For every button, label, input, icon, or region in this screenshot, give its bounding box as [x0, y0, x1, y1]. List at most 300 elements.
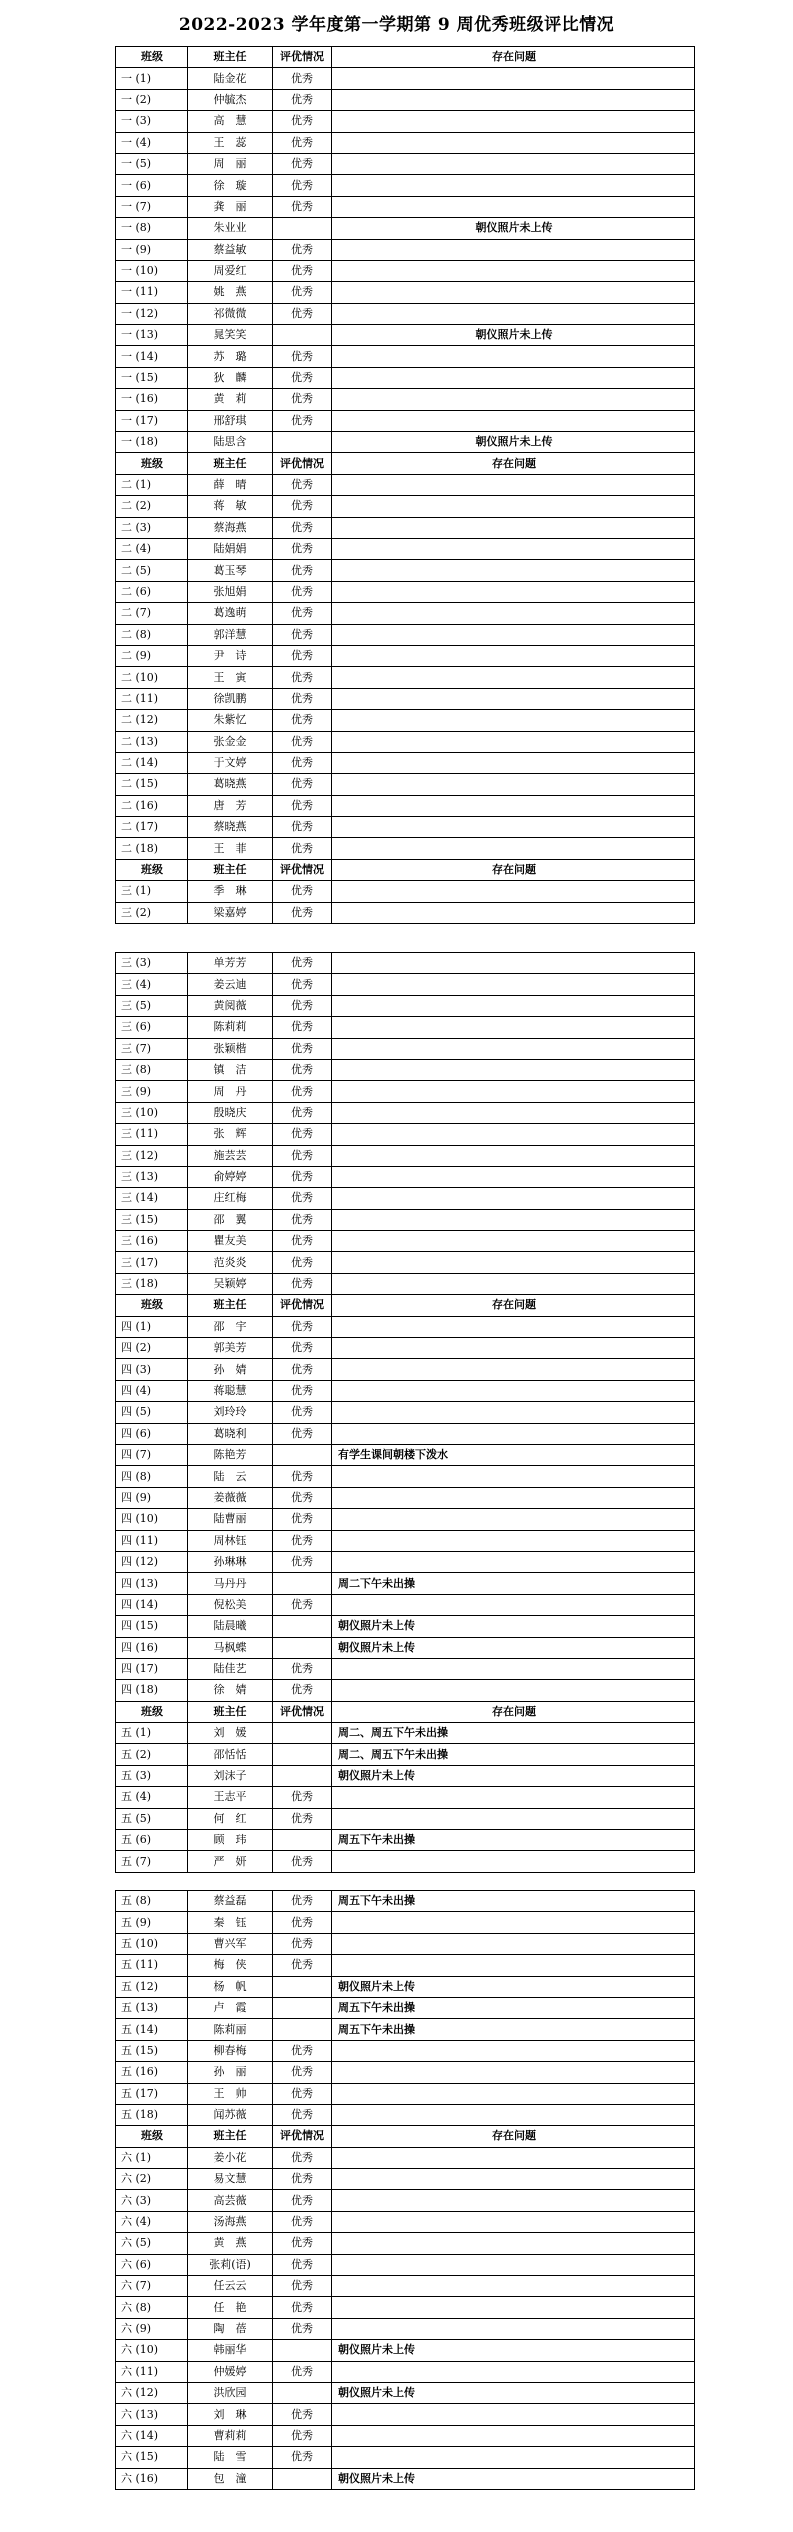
class-cell: 三 (16) [116, 1231, 188, 1252]
rating-cell: 优秀 [273, 688, 332, 709]
table-row [116, 624, 695, 645]
table-row [116, 2019, 695, 2040]
rating-cell: 优秀 [273, 1851, 332, 1872]
issue-cell [332, 474, 695, 495]
rating-cell: 优秀 [273, 881, 332, 902]
issue-cell [332, 1787, 695, 1808]
rating-cell: 优秀 [273, 731, 332, 752]
rating-cell: 优秀 [273, 1509, 332, 1530]
class-cell: 四 (8) [116, 1466, 188, 1487]
issue-cell [332, 1851, 695, 1872]
teacher-cell: 陈艳芳 [188, 1444, 273, 1465]
table-row [116, 89, 695, 110]
issue-cell: 周二下午未出操 [332, 1573, 695, 1594]
table-row [116, 218, 695, 239]
issue-cell [332, 2211, 695, 2232]
teacher-cell: 薛 晴 [188, 474, 273, 495]
rating-cell: 优秀 [273, 2318, 332, 2339]
issue-cell [332, 1017, 695, 1038]
issue-cell [332, 2147, 695, 2168]
teacher-cell: 苏 璐 [188, 346, 273, 367]
table-row [116, 2062, 695, 2083]
table-header-row [116, 453, 695, 474]
rating-cell: 优秀 [273, 838, 332, 859]
rating-cell: 优秀 [273, 2447, 332, 2468]
header-teacher: 班主任 [188, 47, 273, 68]
issue-cell [332, 645, 695, 666]
class-cell: 一 (18) [116, 432, 188, 453]
issue-cell [332, 2254, 695, 2275]
issue-cell [332, 1658, 695, 1679]
rating-cell [273, 218, 332, 239]
teacher-cell: 于文婷 [188, 752, 273, 773]
rating-cell: 优秀 [273, 175, 332, 196]
teacher-cell: 孙琳琳 [188, 1551, 273, 1572]
table-row [116, 1359, 695, 1380]
class-cell: 六 (14) [116, 2425, 188, 2446]
table-row [116, 1851, 695, 1872]
teacher-cell: 陆金花 [188, 68, 273, 89]
teacher-cell: 梅 侠 [188, 1955, 273, 1976]
issue-cell [332, 974, 695, 995]
rating-cell: 优秀 [273, 902, 332, 923]
table-row [116, 1209, 695, 1230]
class-cell: 五 (3) [116, 1765, 188, 1786]
class-cell: 五 (7) [116, 1851, 188, 1872]
issue-cell [332, 282, 695, 303]
issue-cell [332, 2276, 695, 2297]
class-cell: 二 (9) [116, 645, 188, 666]
issue-cell [332, 1124, 695, 1145]
issue-cell [332, 953, 695, 974]
class-cell: 六 (16) [116, 2468, 188, 2489]
rating-cell: 优秀 [273, 68, 332, 89]
issue-cell [332, 1808, 695, 1829]
class-cell: 四 (7) [116, 1444, 188, 1465]
teacher-cell: 王 蕊 [188, 132, 273, 153]
issue-cell [332, 752, 695, 773]
teacher-cell: 徐 婧 [188, 1680, 273, 1701]
table-row [116, 1402, 695, 1423]
header-rating: 评优情况 [273, 47, 332, 68]
teacher-cell: 王 菲 [188, 838, 273, 859]
class-cell: 三 (11) [116, 1124, 188, 1145]
teacher-cell: 镇 洁 [188, 1059, 273, 1080]
table-row [116, 2318, 695, 2339]
teacher-cell: 马枫蝶 [188, 1637, 273, 1658]
teacher-cell: 韩丽华 [188, 2340, 273, 2361]
class-cell: 四 (18) [116, 1680, 188, 1701]
issue-cell [332, 2104, 695, 2125]
class-cell: 四 (2) [116, 1338, 188, 1359]
rating-cell: 优秀 [273, 1273, 332, 1294]
rating-cell: 优秀 [273, 710, 332, 731]
teacher-cell: 周 丹 [188, 1081, 273, 1102]
issue-cell [332, 2318, 695, 2339]
table-row [116, 838, 695, 859]
class-cell: 三 (4) [116, 974, 188, 995]
issue-cell: 朝仪照片未上传 [332, 325, 695, 346]
issue-cell [332, 2083, 695, 2104]
rating-cell: 优秀 [273, 1530, 332, 1551]
issue-cell [332, 667, 695, 688]
rating-cell: 优秀 [273, 1038, 332, 1059]
table-row [116, 1787, 695, 1808]
table-row [116, 1316, 695, 1337]
issue-cell [332, 1933, 695, 1954]
rating-cell: 优秀 [273, 2404, 332, 2425]
teacher-cell: 龚 丽 [188, 196, 273, 217]
rating-cell [273, 1830, 332, 1851]
rating-cell: 优秀 [273, 303, 332, 324]
issue-cell: 周五下午未出操 [332, 1891, 695, 1912]
table-row [116, 1081, 695, 1102]
issue-cell [332, 367, 695, 388]
issue-cell [332, 346, 695, 367]
rating-cell [273, 2340, 332, 2361]
class-cell: 一 (11) [116, 282, 188, 303]
teacher-cell: 高芸薇 [188, 2190, 273, 2211]
teacher-cell: 仲媛婷 [188, 2361, 273, 2382]
issue-cell [332, 1188, 695, 1209]
table-row [116, 1124, 695, 1145]
header-teacher: 班主任 [188, 1701, 273, 1722]
header-issue: 存在问题 [332, 453, 695, 474]
teacher-cell: 朱紫忆 [188, 710, 273, 731]
class-cell: 一 (12) [116, 303, 188, 324]
teacher-cell: 邵恬恬 [188, 1744, 273, 1765]
issue-cell [332, 1038, 695, 1059]
table-row [116, 2468, 695, 2489]
rating-cell: 优秀 [273, 1338, 332, 1359]
rating-cell: 优秀 [273, 260, 332, 281]
teacher-cell: 狄 麟 [188, 367, 273, 388]
table-row [116, 1594, 695, 1615]
rating-cell: 优秀 [273, 1594, 332, 1615]
teacher-cell: 刘沫子 [188, 1765, 273, 1786]
page-title: 2022-2023 学年度第一学期第 9 周优秀班级评比情况 [178, 15, 615, 35]
teacher-cell: 刘 媛 [188, 1723, 273, 1744]
class-cell: 三 (3) [116, 953, 188, 974]
rating-cell: 优秀 [273, 1081, 332, 1102]
teacher-cell: 邵 宇 [188, 1316, 273, 1337]
table-row [116, 2104, 695, 2125]
issue-cell [332, 581, 695, 602]
table-row [116, 1423, 695, 1444]
issue-cell [332, 1530, 695, 1551]
class-cell: 六 (1) [116, 2147, 188, 2168]
table-row [116, 1744, 695, 1765]
rating-cell: 优秀 [273, 774, 332, 795]
issue-cell: 周二、周五下午未出操 [332, 1723, 695, 1744]
rating-cell: 优秀 [273, 1808, 332, 1829]
issue-cell [332, 902, 695, 923]
rating-cell: 优秀 [273, 1252, 332, 1273]
issue-cell: 朝仪照片未上传 [332, 218, 695, 239]
teacher-cell: 王 帅 [188, 2083, 273, 2104]
class-cell: 二 (11) [116, 688, 188, 709]
class-cell: 五 (5) [116, 1808, 188, 1829]
table-row [116, 752, 695, 773]
table-row [116, 538, 695, 559]
issue-cell [332, 624, 695, 645]
teacher-cell: 徐凯鹏 [188, 688, 273, 709]
issue-cell [332, 303, 695, 324]
teacher-cell: 陆晨曦 [188, 1616, 273, 1637]
rating-cell: 优秀 [273, 1680, 332, 1701]
class-cell: 一 (16) [116, 389, 188, 410]
teacher-cell: 瞿友美 [188, 1231, 273, 1252]
teacher-cell: 陆佳艺 [188, 1658, 273, 1679]
class-cell: 四 (4) [116, 1380, 188, 1401]
class-cell: 三 (1) [116, 881, 188, 902]
table-header-row [116, 47, 695, 68]
rating-cell: 优秀 [273, 995, 332, 1016]
issue-cell [332, 175, 695, 196]
class-cell: 二 (3) [116, 517, 188, 538]
teacher-cell: 邢舒琪 [188, 410, 273, 431]
table-row [116, 325, 695, 346]
issue-cell [332, 2190, 695, 2211]
issue-cell [332, 774, 695, 795]
teacher-cell: 庄红梅 [188, 1188, 273, 1209]
header-issue: 存在问题 [332, 47, 695, 68]
table-row [116, 132, 695, 153]
rating-cell: 优秀 [273, 517, 332, 538]
issue-cell [332, 1423, 695, 1444]
table-row [116, 1551, 695, 1572]
class-cell: 五 (15) [116, 2040, 188, 2061]
table-row [116, 1830, 695, 1851]
table-row [116, 2382, 695, 2403]
class-cell: 一 (2) [116, 89, 188, 110]
issue-cell [332, 1359, 695, 1380]
rating-cell: 优秀 [273, 817, 332, 838]
rating-cell: 优秀 [273, 603, 332, 624]
table-row [116, 1102, 695, 1123]
teacher-cell: 郭美芳 [188, 1338, 273, 1359]
rating-cell: 优秀 [273, 1059, 332, 1080]
table-row [116, 153, 695, 174]
class-cell: 六 (13) [116, 2404, 188, 2425]
class-cell: 五 (16) [116, 2062, 188, 2083]
class-cell: 四 (1) [116, 1316, 188, 1337]
rating-cell: 优秀 [273, 1231, 332, 1252]
header-class: 班级 [116, 2126, 188, 2147]
table-row [116, 1145, 695, 1166]
rating-cell [273, 1444, 332, 1465]
rating-cell: 优秀 [273, 239, 332, 260]
class-cell: 一 (7) [116, 196, 188, 217]
rating-cell: 优秀 [273, 2233, 332, 2254]
teacher-cell: 姚 燕 [188, 282, 273, 303]
teacher-cell: 葛晓利 [188, 1423, 273, 1444]
issue-cell [332, 1252, 695, 1273]
header-rating: 评优情况 [273, 1295, 332, 1316]
rating-cell: 优秀 [273, 1955, 332, 1976]
teacher-cell: 姜薇薇 [188, 1487, 273, 1508]
class-cell: 六 (8) [116, 2297, 188, 2318]
class-cell: 一 (1) [116, 68, 188, 89]
teacher-cell: 单芳芳 [188, 953, 273, 974]
issue-cell [332, 517, 695, 538]
teacher-cell: 葛玉琴 [188, 560, 273, 581]
issue-cell [332, 2040, 695, 2061]
class-cell: 二 (10) [116, 667, 188, 688]
teacher-cell: 陶 蓓 [188, 2318, 273, 2339]
rating-cell: 优秀 [273, 624, 332, 645]
class-cell: 一 (3) [116, 111, 188, 132]
teacher-cell: 曹莉莉 [188, 2425, 273, 2446]
table-row [116, 1808, 695, 1829]
issue-cell [332, 1912, 695, 1933]
rating-cell: 优秀 [273, 2254, 332, 2275]
issue-cell [332, 239, 695, 260]
teacher-cell: 王 寅 [188, 667, 273, 688]
issue-cell [332, 1380, 695, 1401]
teacher-cell: 殷晓庆 [188, 1102, 273, 1123]
table-row [116, 367, 695, 388]
table-row [116, 995, 695, 1016]
issue-cell [332, 196, 695, 217]
issue-cell [332, 2361, 695, 2382]
rating-cell: 优秀 [273, 2169, 332, 2190]
class-cell: 四 (9) [116, 1487, 188, 1508]
table-row [116, 432, 695, 453]
table-row [116, 1573, 695, 1594]
rating-cell: 优秀 [273, 2361, 332, 2382]
rating-cell [273, 1997, 332, 2018]
rating-cell [273, 1637, 332, 1658]
table-row [116, 2190, 695, 2211]
teacher-cell: 蔡益敏 [188, 239, 273, 260]
rating-cell: 优秀 [273, 2062, 332, 2083]
class-cell: 五 (8) [116, 1891, 188, 1912]
class-cell: 五 (6) [116, 1830, 188, 1851]
issue-cell [332, 1680, 695, 1701]
header-class: 班级 [116, 1701, 188, 1722]
rating-cell: 优秀 [273, 153, 332, 174]
issue-cell [332, 260, 695, 281]
table-row [116, 196, 695, 217]
table-row [116, 1997, 695, 2018]
table-row [116, 410, 695, 431]
rating-cell [273, 325, 332, 346]
issue-cell: 朝仪照片未上传 [332, 1616, 695, 1637]
teacher-cell: 周爱红 [188, 260, 273, 281]
class-cell: 六 (4) [116, 2211, 188, 2232]
table-row [116, 2425, 695, 2446]
rating-table-part-2 [115, 952, 695, 1873]
rating-cell: 优秀 [273, 410, 332, 431]
table-row [116, 389, 695, 410]
table-row [116, 2233, 695, 2254]
issue-cell [332, 1316, 695, 1337]
class-cell: 二 (7) [116, 603, 188, 624]
table-row [116, 474, 695, 495]
table-row [116, 1017, 695, 1038]
rating-table-part-3 [115, 1890, 695, 2490]
class-cell: 一 (6) [116, 175, 188, 196]
class-cell: 三 (10) [116, 1102, 188, 1123]
rating-cell: 优秀 [273, 367, 332, 388]
class-cell: 四 (6) [116, 1423, 188, 1444]
rating-cell [273, 2468, 332, 2489]
table-row [116, 645, 695, 666]
table-row [116, 974, 695, 995]
header-teacher: 班主任 [188, 2126, 273, 2147]
class-cell: 六 (2) [116, 2169, 188, 2190]
table-row [116, 1530, 695, 1551]
teacher-cell: 郭洋慧 [188, 624, 273, 645]
teacher-cell: 任 艳 [188, 2297, 273, 2318]
class-cell: 四 (3) [116, 1359, 188, 1380]
table-row [116, 795, 695, 816]
issue-cell: 朝仪照片未上传 [332, 432, 695, 453]
table-row [116, 1658, 695, 1679]
issue-cell: 朝仪照片未上传 [332, 2468, 695, 2489]
issue-cell [332, 2062, 695, 2083]
rating-cell: 优秀 [273, 474, 332, 495]
issue-cell [332, 153, 695, 174]
header-issue: 存在问题 [332, 859, 695, 880]
rating-cell [273, 1976, 332, 1997]
issue-cell [332, 795, 695, 816]
rating-cell: 优秀 [273, 1380, 332, 1401]
class-cell: 三 (2) [116, 902, 188, 923]
table-row [116, 1038, 695, 1059]
issue-cell [332, 731, 695, 752]
class-cell: 一 (4) [116, 132, 188, 153]
table-row [116, 2211, 695, 2232]
teacher-cell: 陈莉莉 [188, 1017, 273, 1038]
class-cell: 四 (13) [116, 1573, 188, 1594]
teacher-cell: 陆娟娟 [188, 538, 273, 559]
rating-cell: 优秀 [273, 132, 332, 153]
teacher-cell: 张颖楷 [188, 1038, 273, 1059]
table-row [116, 2447, 695, 2468]
table-row [116, 1765, 695, 1786]
class-cell: 四 (17) [116, 1658, 188, 1679]
rating-cell: 优秀 [273, 1933, 332, 1954]
class-cell: 四 (10) [116, 1509, 188, 1530]
rating-cell: 优秀 [273, 111, 332, 132]
issue-cell [332, 603, 695, 624]
header-issue: 存在问题 [332, 1701, 695, 1722]
teacher-cell: 顾 玮 [188, 1830, 273, 1851]
teacher-cell: 马丹丹 [188, 1573, 273, 1594]
teacher-cell: 洪欣园 [188, 2382, 273, 2403]
class-cell: 四 (16) [116, 1637, 188, 1658]
class-cell: 二 (17) [116, 817, 188, 838]
table-row [116, 1166, 695, 1187]
table-row [116, 2297, 695, 2318]
table-row [116, 902, 695, 923]
table-row [116, 2340, 695, 2361]
issue-cell [332, 1487, 695, 1508]
class-cell: 二 (12) [116, 710, 188, 731]
class-cell: 六 (12) [116, 2382, 188, 2403]
rating-cell: 优秀 [273, 1423, 332, 1444]
rating-cell: 优秀 [273, 2211, 332, 2232]
rating-table-part-1 [115, 46, 695, 924]
class-cell: 六 (15) [116, 2447, 188, 2468]
table-row [116, 2040, 695, 2061]
issue-cell [332, 1551, 695, 1572]
issue-cell [332, 838, 695, 859]
header-rating: 评优情况 [273, 453, 332, 474]
rating-cell: 优秀 [273, 953, 332, 974]
